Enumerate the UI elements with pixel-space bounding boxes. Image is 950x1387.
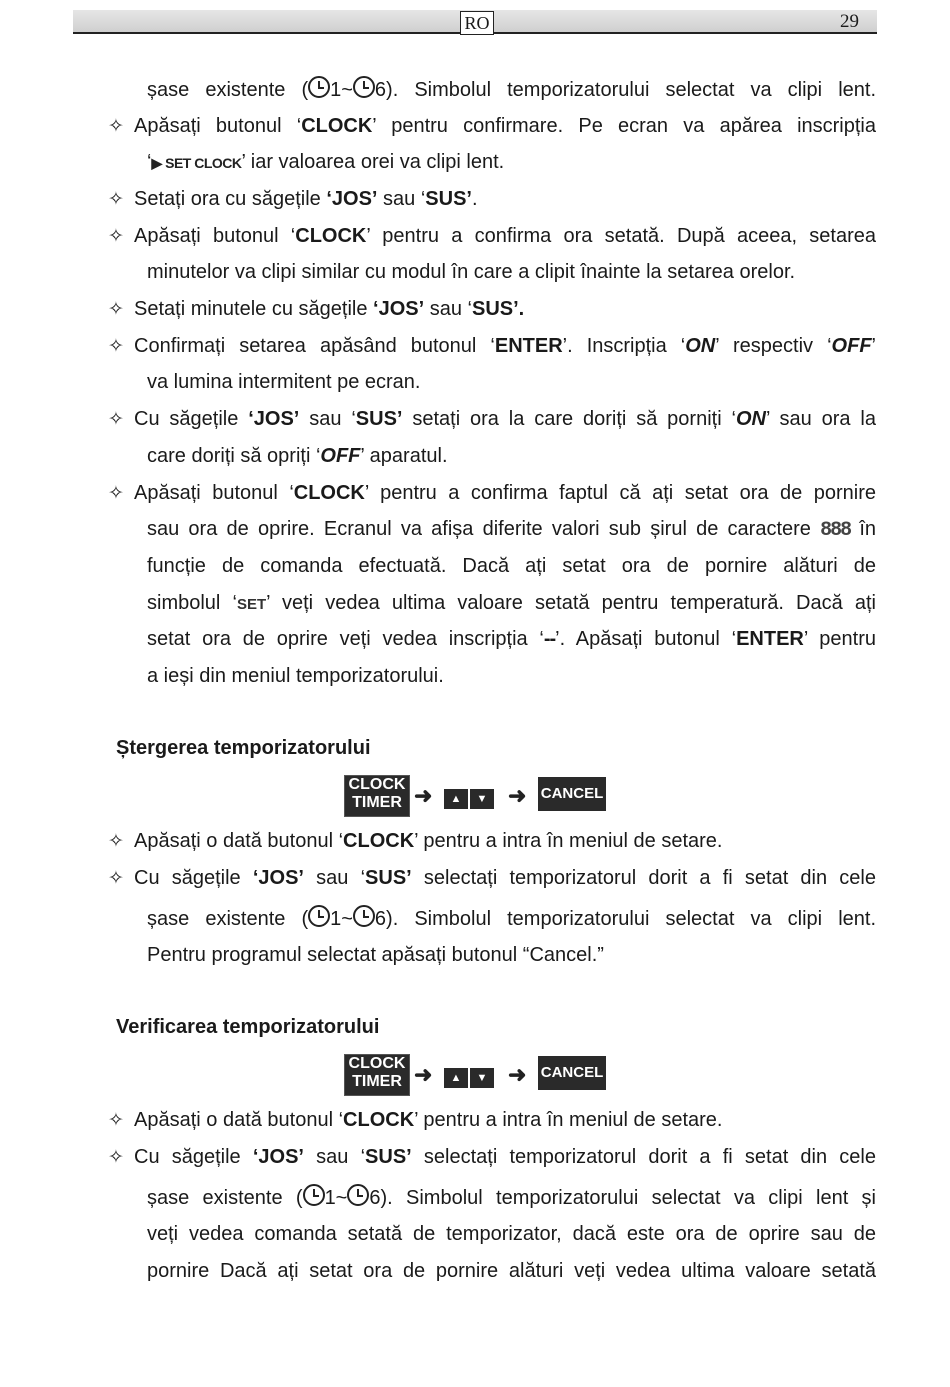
bullet-icon: ✧ (108, 226, 124, 247)
cancel-button-icon: CANCEL (538, 1056, 606, 1090)
text-line: a ieși din meniul temporizatorului. (147, 665, 444, 687)
bullet-item: ✧ Apăsați o dată butonul ‘CLOCK’ pentru a intra în meniul de setare. (108, 828, 876, 855)
dash-icon: -- (543, 628, 556, 650)
text-line: va lumina intermitent pe ecran. (147, 371, 421, 393)
bullet-item: ✧ Setați ora cu săgețile ‘JOS’ sau ‘SUS’. (108, 186, 876, 213)
bullet-item: ✧ Apăsați butonul ‘CLOCK’ pentru confirmare. Pe ecran va apărea inscripția (108, 113, 876, 140)
clock-icon (353, 905, 375, 927)
text-line: șase existente ( 1~ 6). Simbolul temporizatorului selectat va clipi lent. (147, 76, 876, 103)
bullet-icon: ✧ (108, 189, 124, 210)
clock-icon (303, 1184, 325, 1206)
text-line: Pentru programul selectat apăsați butonul “Cancel.” (147, 944, 604, 966)
text-line: simbolul ‘SET’ veți vedea ultima valoare setată pentru temperatură. Dacă ați (147, 590, 876, 618)
section-heading: Ștergerea temporizatorului (116, 737, 371, 759)
bullet-item: ✧ Apăsați o dată butonul ‘CLOCK’ pentru a intra în meniul de setare. (108, 1107, 876, 1134)
page-number: 29 (840, 11, 859, 32)
bullet-item: ✧ Apăsați butonul ‘CLOCK’ pentru a confirma ora setată. După aceea, setarea (108, 223, 876, 250)
clock-timer-button-icon: CLOCK TIMER (344, 775, 410, 817)
bullet-icon: ✧ (108, 336, 124, 357)
language-label: RO (460, 11, 494, 35)
bullet-icon: ✧ (108, 831, 124, 852)
text-line: sau ora de oprire. Ecranul va afișa diferite valori sub șirul de caractere 888 în (147, 518, 876, 542)
segment-display-icon: 888 (820, 519, 851, 542)
clock-icon (353, 76, 375, 98)
text-line: ‘▶ SET CLOCK’ iar valoarea orei va clipi lent. (147, 149, 504, 176)
text-line: care doriți să opriți ‘OFF’ aparatul. (147, 445, 448, 467)
text-line: șase existente ( 1~ 6). Simbolul temporizatorului selectat va clipi lent și (147, 1184, 876, 1211)
bullet-icon: ✧ (108, 483, 124, 504)
text-line: funcție de comanda efectuată. Dacă ați setat ora de pornire alături de (147, 555, 876, 577)
arrow-right-icon: ➜ (414, 783, 433, 808)
section-heading: Verificarea temporizatorului (116, 1016, 380, 1038)
bullet-item: ✧ Confirmați setarea apăsând butonul ‘ENTER’. Inscripția ‘ON’ respectiv ‘OFF’ (108, 333, 876, 360)
text-line: setat ora de oprire veți vedea inscripția ‘--’. Apăsați butonul ‘ENTER’ pentru (147, 628, 877, 650)
text-line: șase existente ( 1~ 6). Simbolul temporizatorului selectat va clipi lent. (147, 905, 876, 932)
clock-timer-button-icon: CLOCK TIMER (344, 1054, 410, 1096)
bullet-icon: ✧ (108, 1147, 124, 1168)
bullet-icon: ✧ (108, 1110, 124, 1131)
arrow-right-icon: ➜ (414, 1062, 433, 1087)
arrow-right-icon: ➜ (508, 1062, 527, 1087)
bullet-item: ✧ Cu săgețile ‘JOS’ sau ‘SUS’ selectați temporizatorul dorit a fi setat din cele (108, 865, 876, 892)
set-clock-icon: ▶ SET CLOCK (151, 155, 242, 171)
text-line: minutelor va clipi similar cu modul în care a clipit înainte la setarea orelor. (147, 261, 796, 283)
clock-icon (308, 76, 330, 98)
set-icon: SET (236, 596, 267, 613)
bullet-item: ✧ Cu săgețile ‘JOS’ sau ‘SUS’ setați ora la care doriți să porniți ‘ON’ sau ora la (108, 406, 876, 433)
bullet-icon: ✧ (108, 116, 124, 137)
bullet-item: ✧ Apăsați butonul ‘CLOCK’ pentru a confirma faptul că ați setat ora de pornire (108, 480, 876, 507)
bullet-icon: ✧ (108, 299, 124, 320)
up-down-buttons-icon: ▲ ▼ (444, 1064, 498, 1086)
button-sequence (344, 775, 606, 815)
up-down-buttons-icon: ▲ ▼ (444, 785, 498, 807)
arrow-right-icon: ➜ (508, 783, 527, 808)
bullet-item: ✧ Cu săgețile ‘JOS’ sau ‘SUS’ selectați temporizatorul dorit a fi setat din cele (108, 1144, 876, 1171)
text-line: pornire Dacă ați setat ora de pornire alături veți vedea ultima valoare setată (147, 1260, 876, 1282)
cancel-button-icon: CANCEL (538, 777, 606, 811)
clock-icon (308, 905, 330, 927)
bullet-icon: ✧ (108, 409, 124, 430)
bullet-item: ✧ Setați minutele cu săgețile ‘JOS’ sau ‘SUS’. (108, 296, 876, 323)
bullet-icon: ✧ (108, 868, 124, 889)
text-line: veți vedea comanda setată de temporizator, dacă este ora de oprire sau de (147, 1223, 876, 1245)
clock-icon (347, 1184, 369, 1206)
button-sequence (344, 1054, 606, 1094)
